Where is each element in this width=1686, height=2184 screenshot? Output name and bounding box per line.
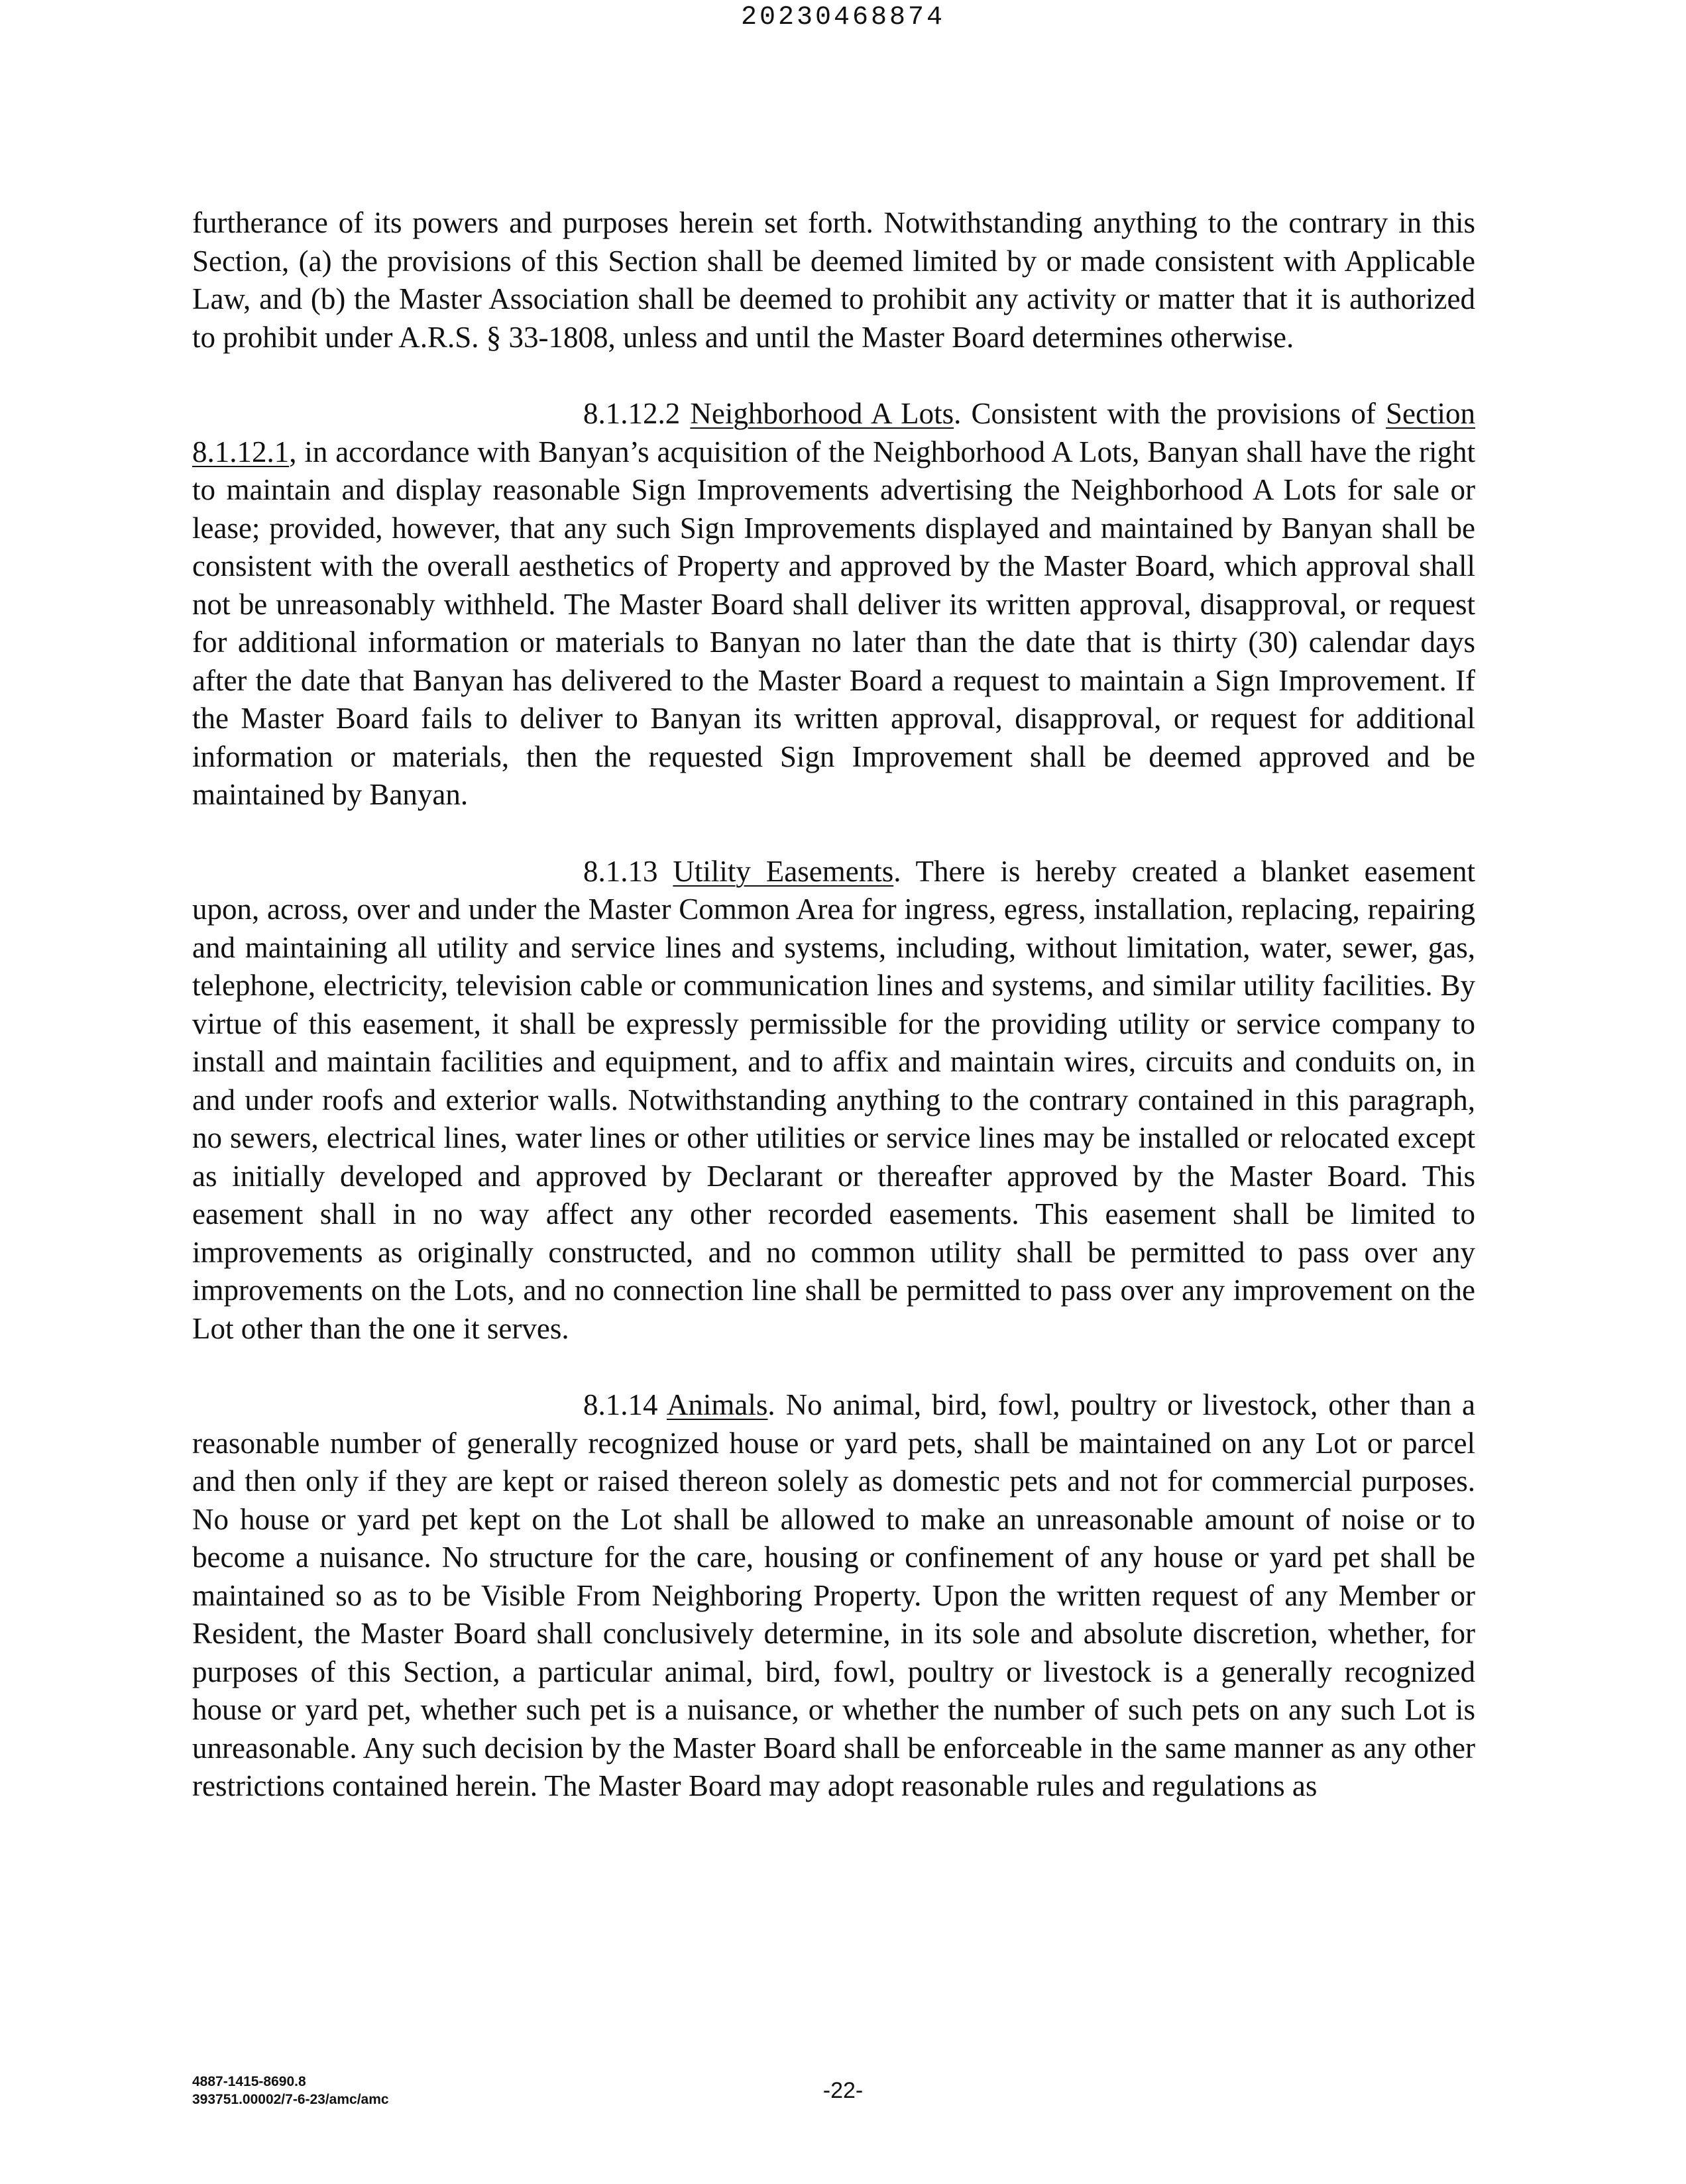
section-number: 8.1.14 (583, 1388, 658, 1421)
section-cross-reference: Section 8.1.12.1 (192, 397, 1476, 468)
section-heading: Utility Easements (673, 854, 894, 888)
section-8-1-14 (192, 1386, 1475, 1806)
section-text: . Consistent with the provisions of (954, 397, 1386, 430)
document-body (192, 204, 1475, 1806)
document-id-line: 4887-1415-8690.8 (192, 2074, 306, 2089)
section-text: . There is hereby created a blanket easement upon, across, over and under the Master Common Area for ingress, egress, installation, replacing, repairing and maintaining all utility and service lines and systems, including, without limitation, water, sewer, gas, telephone, electricity, television cable or communication lines and systems, and similar utility facilities. By virtue of this easement, it shall be expressly permissible for the providing utility or service company to install and maintain facilities and equipment, and to affix and maintain wires, circuits and conduits on, in and under roofs and exterior walls. Notwithstanding anything to the contrary contained in this paragraph, no sewers, electrical lines, water lines or other utilities or service lines may be installed or relocated except as initially developed and approved by Declarant or thereafter approved by the Master Board. This easement shall in no way affect any other recorded easements. This easement shall be limited to improvements as originally constructed, and no common utility shall be permitted to pass over any improvements on the Lots, and no connection line shall be permitted to pass over any improvement on the Lot other than the one it serves. (192, 854, 1475, 1345)
section-number: 8.1.13 (583, 854, 658, 888)
section-8-1-13 (192, 853, 1475, 1348)
recording-number: 20230468874 (740, 3, 946, 32)
section-number: 8.1.12.2 (583, 397, 681, 430)
section-heading: Animals (666, 1388, 768, 1421)
section-8-1-12-2 (192, 395, 1475, 814)
page-number: -22- (822, 2078, 864, 2103)
section-heading: Neighborhood A Lots (690, 397, 954, 430)
section-text: . No animal, bird, fowl, poultry or livestock, other than a reasonable number of generally recognized house or yard pets, shall be maintained on any Lot or parcel and then only if they are kept or raised thereon solely as domestic pets and not for commercial purposes. No house or yard pet kept on the Lot shall be allowed to make an unreasonable amount of noise or to become a nuisance. No structure for the care, housing or confinement of any house or yard pet shall be maintained so as to be Visible From Neighboring Property. Upon the written request of any Member or Resident, the Master Board shall conclusively determine, in its sole and absolute discretion, whether, for purposes of this Section, a particular animal, bird, fowl, poultry or livestock is a generally recognized house or yard pet, whether such pet is a nuisance, or whether the number of such pets on any such Lot is unreasonable. Any such decision by the Master Board shall be enforceable in the same manner as any other restrictions contained herein. The Master Board may adopt reasonable rules and regulations as (192, 1388, 1475, 1802)
section-text: , in accordance with Banyan’s acquisition of the Neighborhood A Lots, Banyan shall have the right to maintain and display reasonable Sign Improvements advertising the Neighborhood A Lots for sale or lease; provided, however, that any such Sign Improvements displayed and maintained by Banyan shall be consistent with the overall aesthetics of Property and approved by the Master Board, which approval shall not be unreasonably withheld. The Master Board shall deliver its written approval, disapproval, or request for additional information or materials to Banyan no later than the date that is thirty (30) calendar days after the date that Banyan has delivered to the Master Board a request to maintain a Sign Improvement. If the Master Board fails to deliver to Banyan its written approval, disapproval, or request for additional information or materials, then the requested Sign Improvement shall be deemed approved and be maintained by Banyan. (192, 435, 1475, 811)
document-id-line: 393751.00002/7-6-23/amc/amc (192, 2092, 389, 2107)
paragraph-continuation: furtherance of its powers and purposes herein set forth. Notwithstanding anything to the contrary in this Section, (a) the provisions of this Section shall be deemed limited by or made consistent with Applicable Law, and (b) the Master Association shall be deemed to prohibit any activity or matter that it is authorized to prohibit under A.R.S. § 33-1808, unless and until the Master Board determines otherwise. (192, 206, 1475, 354)
